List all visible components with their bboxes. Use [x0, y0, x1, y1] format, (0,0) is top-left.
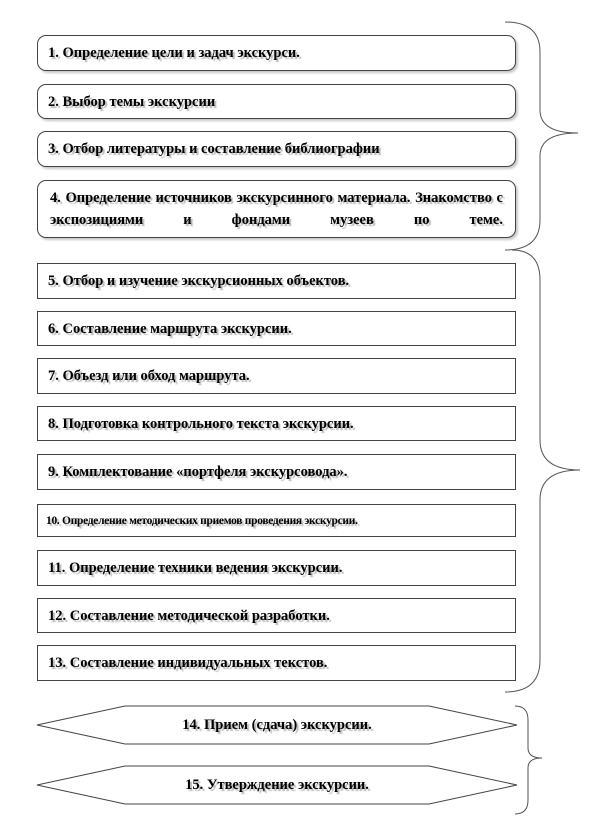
step-8: 8. Подготовка контрольного текста экскурсии. — [37, 406, 516, 441]
step-4: 4. Определение источников экскурсинного материала. Знакомство с экспозициями и фондами музеев по теме. — [37, 180, 516, 238]
step-13: 13. Составление индивидуальных текстов. — [37, 645, 516, 681]
brace-group-3 — [515, 706, 542, 814]
step-11: 11. Определение техники ведения экскурсии. — [37, 550, 516, 586]
step-2: 2. Выбор темы экскурсии — [37, 84, 516, 119]
step-9: 9. Комплектование «портфеля экскурсовода». — [37, 454, 516, 490]
step-12: 12. Составление методической разработки. — [37, 598, 516, 633]
step-15-label: 15. Утверждение экскурсии. — [185, 776, 369, 793]
brace-group-1 — [505, 22, 578, 250]
step-14-label: 14. Прием (сдача) экскурсии. — [182, 716, 372, 733]
brace-group-2 — [505, 250, 580, 692]
step-1: 1. Определение цели и задач экскурси. — [37, 35, 516, 71]
step-5: 5. Отбор и изучение экскурсионных объектов. — [37, 263, 516, 299]
step-3: 3. Отбор литературы и составление библиографии — [37, 131, 516, 167]
step-7: 7. Объезд или обход маршрута. — [37, 358, 516, 394]
step-6: 6. Составление маршрута экскурсии. — [37, 311, 516, 346]
step-10: 10. Определение методических приемов проведения экскурсии. — [37, 504, 516, 537]
